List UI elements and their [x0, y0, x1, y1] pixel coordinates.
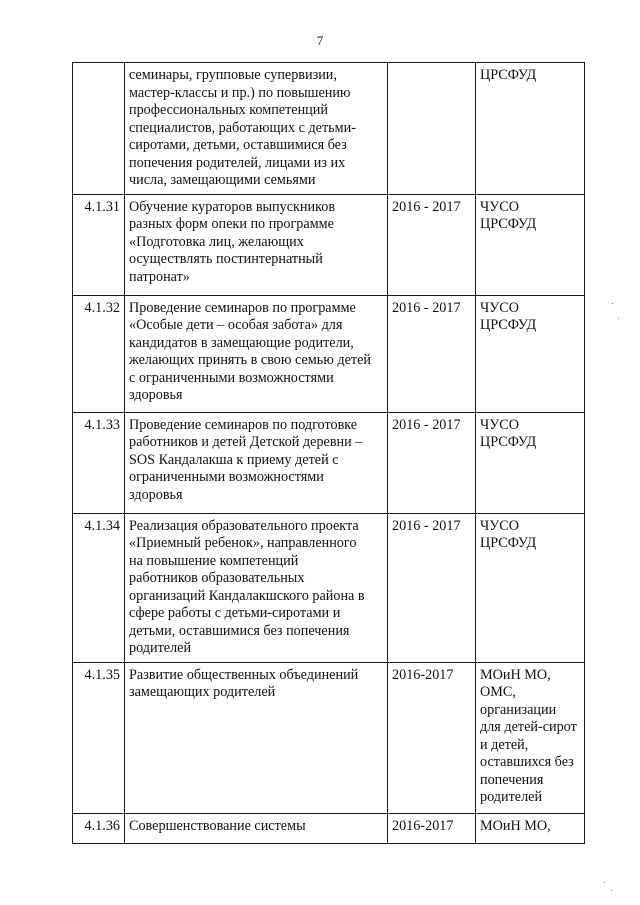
- measure-text-line: ограниченными возможностями: [129, 469, 324, 485]
- executor-line: ЧУСО: [480, 299, 519, 316]
- executor-line: ЦРСФУД: [480, 434, 537, 450]
- measure-text-line: Реализация образовательного проекта: [129, 517, 359, 534]
- measure-text-line: разных форм опеки по программе: [129, 216, 334, 232]
- executor-line: организации: [480, 701, 557, 718]
- measure-text-line: Проведение семинаров по программе: [129, 299, 356, 316]
- executors: [476, 813, 585, 843]
- measure-text: [125, 63, 388, 195]
- measure-text-line: детьми, оставшимися без попечения: [129, 622, 350, 639]
- executor-line: и детей,: [480, 736, 529, 753]
- measure-text-line: кандидатов в замещающие родители,: [129, 334, 354, 351]
- executors: [476, 412, 585, 513]
- executor-line: попечения: [480, 771, 544, 788]
- table-row: [73, 295, 585, 412]
- term: 2016 - 2017: [388, 513, 476, 662]
- measure-text-line: Развитие общественных объединений: [129, 666, 359, 683]
- item-number: 4.1.32: [73, 295, 125, 412]
- scan-speck: [612, 303, 613, 304]
- measure-text-line: попечения родителей, лицами из их: [129, 154, 346, 171]
- term: 2016 - 2017: [388, 412, 476, 513]
- measure-text: [125, 194, 388, 295]
- executor-line: родителей: [480, 789, 543, 805]
- measure-text-line: родителей: [129, 640, 192, 656]
- item-number: 4.1.34: [73, 513, 125, 662]
- measure-text-line: замещающих родителей: [129, 684, 276, 700]
- measure-text-line: семинары, групповые супервизии,: [129, 67, 337, 83]
- executors: [476, 295, 585, 412]
- item-number: [73, 63, 125, 195]
- measure-text-line: «Особые дети – особая забота» для: [129, 317, 343, 333]
- table-row: [73, 194, 585, 295]
- measure-text-line: здоровья: [129, 486, 183, 503]
- measure-text-line: мастер-классы и пр.) по повышению: [129, 84, 351, 101]
- executors: [476, 63, 585, 195]
- executor-line: ЧУСО: [480, 198, 519, 215]
- executor-line: ЦРСФУД: [480, 535, 537, 551]
- measure-text-line: Проведение семинаров по подготовке: [129, 416, 358, 433]
- executor-line: ЦРСФУД: [480, 67, 537, 83]
- page-number: 7: [316, 33, 324, 48]
- measure-text-line: «Подготовка лиц, желающих: [129, 233, 304, 250]
- table-row: [73, 63, 585, 195]
- table-row: [73, 813, 585, 843]
- measure-text-line: работников образовательных: [129, 570, 305, 586]
- measure-text-line: «Приемный ребенок», направленного: [129, 535, 357, 551]
- measure-text-line: организаций Кандалакшского района в: [129, 587, 365, 604]
- executor-line: ЧУСО: [480, 416, 519, 433]
- measure-text-line: SOS Кандалакша к приему детей с: [129, 451, 339, 468]
- table-row: [73, 662, 585, 813]
- executor-line: оставшихся без: [480, 754, 574, 770]
- executors: [476, 194, 585, 295]
- item-number: 4.1.33: [73, 412, 125, 513]
- measure-text-line: числа, замещающими семьями: [129, 172, 316, 188]
- executor-line: ЧУСО: [480, 517, 519, 534]
- term: 2016-2017: [388, 813, 476, 843]
- measure-text-line: желающих принять в свою семью детей: [129, 352, 372, 368]
- measures-table: [72, 62, 585, 844]
- measure-text: [125, 412, 388, 513]
- measure-text-line: специалистов, работающих с детьми-: [129, 119, 356, 136]
- item-number: 4.1.36: [73, 813, 125, 843]
- measure-text-line: патронат»: [129, 268, 190, 285]
- scan-speck: [604, 882, 605, 883]
- executor-line: для детей-сирот: [480, 719, 577, 735]
- measure-text-line: здоровья: [129, 387, 183, 403]
- item-number: 4.1.35: [73, 662, 125, 813]
- measure-text: [125, 295, 388, 412]
- term: 2016 - 2017: [388, 194, 476, 295]
- executors: [476, 662, 585, 813]
- table-row: [73, 412, 585, 513]
- executor-line: МОиН МО,: [480, 666, 551, 683]
- measure-text-line: профессиональных компетенций: [129, 102, 328, 118]
- measure-text-line: с ограниченными возможностями: [129, 369, 334, 386]
- measure-text-line: сфере работы с детьми-сиротами и: [129, 605, 341, 621]
- executor-line: ЦРСФУД: [480, 317, 537, 333]
- measure-text-line: осуществлять постинтернатный: [129, 251, 323, 267]
- item-number: 4.1.31: [73, 194, 125, 295]
- measure-text-line: Обучение кураторов выпускников: [129, 198, 336, 215]
- measure-text-line: на повышение компетенций: [129, 552, 299, 569]
- scan-speck: [611, 890, 612, 891]
- measure-text: [125, 662, 388, 813]
- executor-line: ОМС,: [480, 684, 516, 700]
- measure-text-line: Совершенствование системы: [129, 817, 306, 834]
- measure-text-line: сиротами, детьми, оставшимися без: [129, 137, 347, 153]
- measure-text-line: работников и детей Детской деревни –: [129, 434, 363, 450]
- measure-text: [125, 813, 388, 843]
- executor-line: ЦРСФУД: [480, 216, 537, 232]
- term: 2016-2017: [388, 662, 476, 813]
- term: 2016 - 2017: [388, 295, 476, 412]
- term: [388, 63, 476, 195]
- executor-line: МОиН МО,: [480, 817, 551, 834]
- executors: [476, 513, 585, 662]
- table-row: [73, 513, 585, 662]
- scan-speck: [618, 318, 619, 319]
- measure-text: [125, 513, 388, 662]
